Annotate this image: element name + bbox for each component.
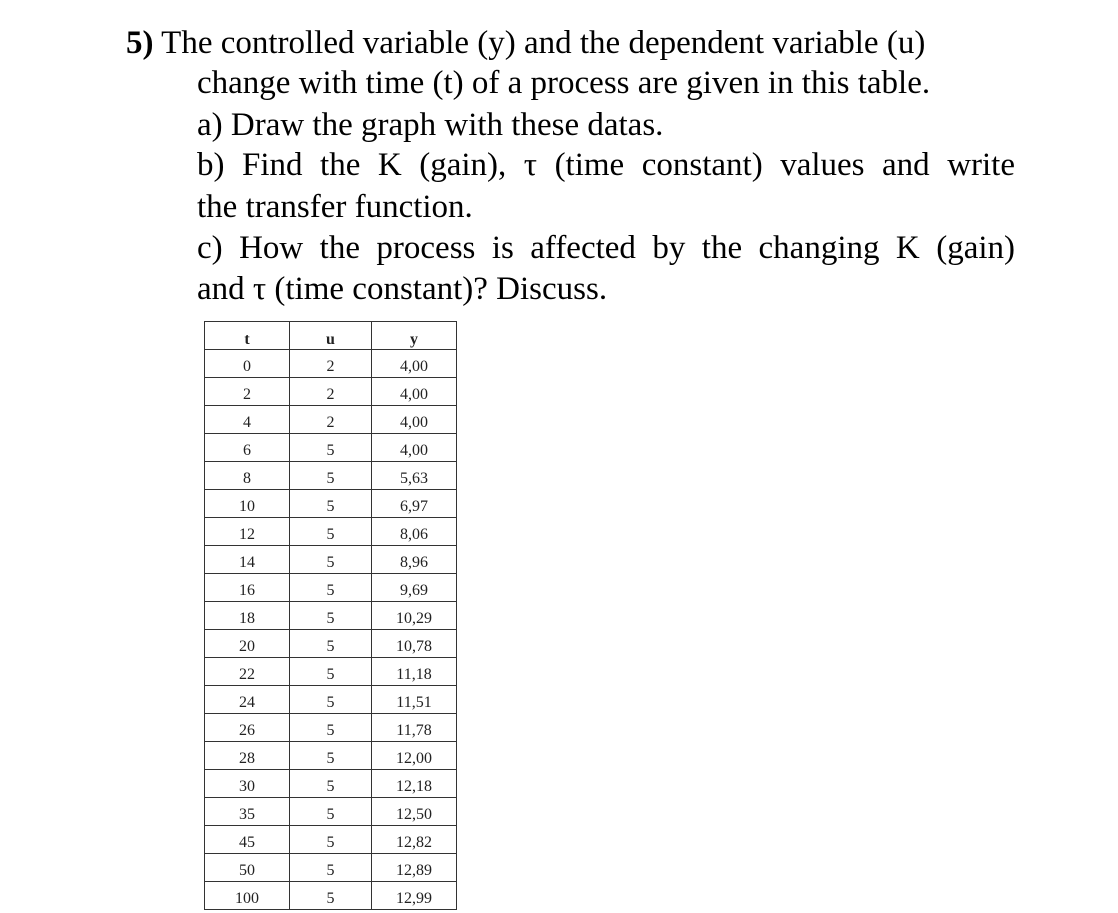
table-row (205, 658, 457, 686)
cell-u: 5 (290, 518, 372, 546)
cell-u: 5 (290, 462, 372, 490)
table-row (205, 742, 457, 770)
table-row (205, 854, 457, 882)
cell-y: 12,99 (372, 882, 457, 910)
cell-t: 20 (205, 630, 290, 658)
cell-t: 45 (205, 826, 290, 854)
cell-u: 2 (290, 350, 372, 378)
cell-t: 100 (205, 882, 290, 910)
cell-y: 6,97 (372, 490, 457, 518)
question-text-line-1: The controlled variable (y) and the dependent variable (u) (161, 25, 926, 61)
cell-t: 50 (205, 854, 290, 882)
cell-y: 12,82 (372, 826, 457, 854)
question-number: 5) (126, 25, 154, 61)
cell-y: 12,00 (372, 742, 457, 770)
cell-u: 5 (290, 434, 372, 462)
cell-t: 22 (205, 658, 290, 686)
cell-u: 5 (290, 826, 372, 854)
part-b-text-line-2: the transfer function. (197, 189, 473, 225)
cell-y: 11,78 (372, 714, 457, 742)
table-row (205, 462, 457, 490)
cell-u: 5 (290, 742, 372, 770)
cell-u: 5 (290, 602, 372, 630)
cell-y: 12,89 (372, 854, 457, 882)
table-row (205, 434, 457, 462)
part-b-text-line-1: b) Find the K (gain), τ (time constant) values and write (197, 147, 1015, 183)
cell-t: 14 (205, 546, 290, 574)
header-u: u (290, 322, 372, 350)
table-header-row (205, 322, 457, 350)
table-row (205, 798, 457, 826)
cell-u: 5 (290, 658, 372, 686)
table-row (205, 574, 457, 602)
cell-t: 30 (205, 770, 290, 798)
cell-t: 28 (205, 742, 290, 770)
question-line-1 (126, 23, 925, 63)
part-c-text-line-2: and τ (time constant)? Discuss. (197, 271, 608, 307)
question-text-line-2: change with time (t) of a process are given in this table. (197, 65, 931, 101)
table-row (205, 546, 457, 574)
cell-t: 18 (205, 602, 290, 630)
cell-t: 16 (205, 574, 290, 602)
cell-u: 5 (290, 854, 372, 882)
header-t: t (205, 322, 290, 350)
cell-u: 5 (290, 798, 372, 826)
cell-u: 5 (290, 546, 372, 574)
table-body (205, 350, 457, 910)
cell-t: 2 (205, 378, 290, 406)
cell-y: 9,69 (372, 574, 457, 602)
table-row (205, 406, 457, 434)
cell-y: 12,50 (372, 798, 457, 826)
cell-u: 2 (290, 406, 372, 434)
part-a-text: a) Draw the graph with these datas. (197, 107, 664, 143)
cell-u: 5 (290, 630, 372, 658)
table-row (205, 826, 457, 854)
cell-y: 10,29 (372, 602, 457, 630)
data-table (204, 321, 457, 910)
cell-y: 4,00 (372, 406, 457, 434)
table-row (205, 686, 457, 714)
cell-t: 35 (205, 798, 290, 826)
cell-t: 0 (205, 350, 290, 378)
cell-y: 8,06 (372, 518, 457, 546)
cell-t: 24 (205, 686, 290, 714)
cell-y: 4,00 (372, 378, 457, 406)
table-row (205, 350, 457, 378)
cell-u: 5 (290, 714, 372, 742)
part-c-text-line-1: c) How the process is affected by the changing K (gain) (197, 230, 1015, 266)
cell-y: 8,96 (372, 546, 457, 574)
table-row (205, 630, 457, 658)
header-y: y (372, 322, 457, 350)
cell-u: 2 (290, 378, 372, 406)
cell-t: 4 (205, 406, 290, 434)
cell-t: 26 (205, 714, 290, 742)
cell-y: 5,63 (372, 462, 457, 490)
table-row (205, 882, 457, 910)
cell-u: 5 (290, 686, 372, 714)
cell-u: 5 (290, 490, 372, 518)
cell-y: 12,18 (372, 770, 457, 798)
cell-t: 8 (205, 462, 290, 490)
cell-t: 10 (205, 490, 290, 518)
cell-t: 12 (205, 518, 290, 546)
cell-y: 11,18 (372, 658, 457, 686)
table-row (205, 490, 457, 518)
table-row (205, 714, 457, 742)
table-row (205, 378, 457, 406)
table-row (205, 518, 457, 546)
cell-u: 5 (290, 770, 372, 798)
cell-y: 4,00 (372, 434, 457, 462)
table-row (205, 602, 457, 630)
cell-y: 11,51 (372, 686, 457, 714)
cell-u: 5 (290, 574, 372, 602)
cell-t: 6 (205, 434, 290, 462)
cell-u: 5 (290, 882, 372, 910)
cell-y: 4,00 (372, 350, 457, 378)
table-row (205, 770, 457, 798)
cell-y: 10,78 (372, 630, 457, 658)
